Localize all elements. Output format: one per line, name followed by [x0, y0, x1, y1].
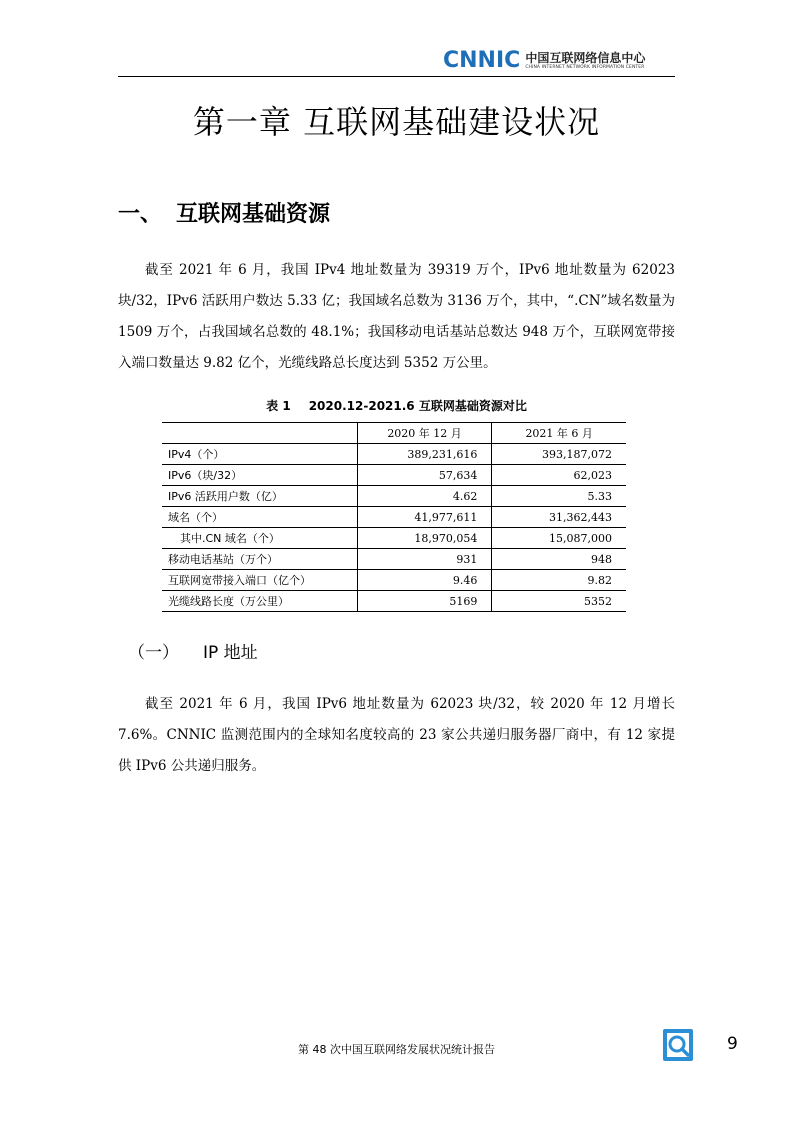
cell-dec2020: 9.46 — [357, 570, 492, 591]
table-row — [162, 444, 626, 465]
row-label: 其中.CN 域名（个） — [162, 528, 357, 549]
cell-jun2021: 5352 — [492, 591, 626, 612]
cell-dec2020: 5169 — [357, 591, 492, 612]
section-number: 一、 — [118, 202, 163, 227]
cnnic-logo-text — [525, 51, 645, 71]
section-title — [118, 197, 330, 228]
section-title-text: 互联网基础资源 — [176, 202, 331, 227]
cell-dec2020: 41,977,611 — [357, 507, 492, 528]
row-label: IPv6 活跃用户数（亿） — [162, 486, 357, 507]
header-cell-dec2020: 2020 年 12 月 — [357, 423, 492, 444]
subsection-title-text: IP 地址 — [203, 643, 258, 663]
table-caption — [0, 397, 793, 414]
cell-dec2020: 18,970,054 — [357, 528, 492, 549]
row-label: 域名（个） — [162, 507, 357, 528]
table-caption-label: 表 1 — [266, 399, 291, 413]
cnnic-logo — [443, 50, 645, 72]
row-label: 互联网宽带接入端口（亿个） — [162, 570, 357, 591]
table-row — [162, 528, 626, 549]
table-row — [162, 591, 626, 612]
ip-address-paragraph: 截至 2021 年 6 月，我国 IPv6 地址数量为 62023 块/32，较 2020 年 12 月增长 7.6%。CNNIC 监测范围内的全球知名度较高的 23 家公共递归服务器厂商中，有 12 家提供 IPv6 公共递归服务。 — [118, 696, 675, 774]
subsection-title — [128, 638, 258, 663]
cell-jun2021: 948 — [492, 549, 626, 570]
cell-dec2020: 57,634 — [357, 465, 492, 486]
cell-jun2021: 393,187,072 — [492, 444, 626, 465]
row-label: IPv4（个） — [162, 444, 357, 465]
table-row — [162, 486, 626, 507]
cnnic-logo-mark: CNNIC — [443, 48, 521, 73]
table-row — [162, 465, 626, 486]
row-label: IPv6（块/32） — [162, 465, 357, 486]
cell-dec2020: 931 — [357, 549, 492, 570]
resource-comparison-table — [162, 422, 626, 612]
org-name-cn: 中国互联网络信息中心 — [525, 51, 646, 65]
footer-report-title: 第 48 次中国互联网络发展状况统计报告 — [298, 1043, 495, 1056]
table-row — [162, 570, 626, 591]
cell-jun2021: 62,023 — [492, 465, 626, 486]
cell-jun2021: 9.82 — [492, 570, 626, 591]
row-label: 移动电话基站（万个） — [162, 549, 357, 570]
table-header-row — [162, 423, 626, 444]
magnifier-logo-icon — [662, 1028, 694, 1062]
cell-dec2020: 389,231,616 — [357, 444, 492, 465]
subsection-number: （一） — [128, 643, 179, 663]
cell-jun2021: 31,362,443 — [492, 507, 626, 528]
cell-jun2021: 15,087,000 — [492, 528, 626, 549]
cell-jun2021: 5.33 — [492, 486, 626, 507]
header-cell-label — [162, 423, 357, 444]
table-row — [162, 549, 626, 570]
header-cell-jun2021: 2021 年 6 月 — [492, 423, 626, 444]
page-number: 9 — [727, 1034, 738, 1054]
chapter-title: 第一章 互联网基础建设状况 — [192, 103, 601, 141]
org-name-en: CHINA INTERNET NETWORK INFORMATION CENTER — [525, 65, 645, 70]
intro-paragraph: 截至 2021 年 6 月，我国 IPv4 地址数量为 39319 万个，IPv6 地址数量为 62023 块/32，IPv6 活跃用户数达 5.33 亿；我国域名总数为 3136 万个，其中，“.CN”域名数量为 1509 万个，占我国域名总数的 48.1%；我国移动电话基站总数达 948 万个，互联网宽带接入端口数量达 9.82 亿个，光缆线路总长度达到 5352 万公里。 — [118, 262, 675, 371]
header-divider — [118, 76, 675, 77]
table-caption-title: 2020.12-2021.6 互联网基础资源对比 — [308, 399, 527, 413]
cell-dec2020: 4.62 — [357, 486, 492, 507]
row-label: 光缆线路长度（万公里） — [162, 591, 357, 612]
table-row — [162, 507, 626, 528]
